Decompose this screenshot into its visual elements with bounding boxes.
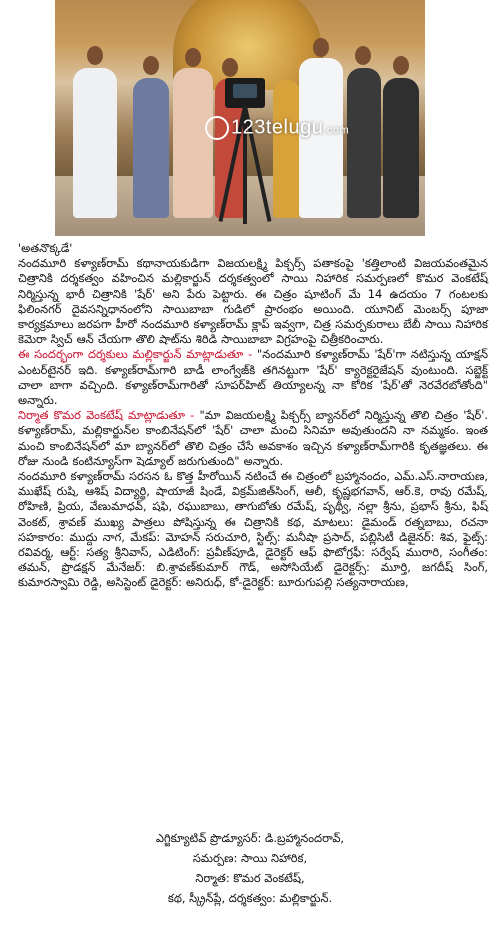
person xyxy=(273,80,301,218)
credit-line: ఎగ్జిక్యూటివ్ ప్రొడ్యూసర్: డి.బ్రహ్మానందరావ్, xyxy=(155,831,345,845)
credit-line: కథ, స్క్రీన్‌ప్లే, దర్శకత్వం: మల్లికార్జున్. xyxy=(167,891,333,905)
article-body xyxy=(18,241,488,591)
person xyxy=(347,68,381,218)
paragraph-intro: నందమూరి కళ్యాణ్‌రామ్ కథానాయకుడిగా విజయలక్ష్మి పిక్చర్స్ పతాకంపై 'కత్తిలాంటి విజయవంతమైన చిత్రానికి దర్శకత్వం వహించిన మల్లికార్జున్ దర్శకత్వంలో సాయి నిహారిక సమర్పణలో కొమర వెంకటేష్ నిర్మిస్తున్న భారీ చిత్రానికి 'షేర్' అని పేరు పెట్టారు. ఈ చిత్రం షూటింగ్ మే 14 ఉదయం 7 గంటలకు ఫిలింనగర్ దైవసన్నిధానంలోని సాయిబాబా గుడిలో ప్రారంభం అయింది. యూనిట్ మెంబర్స్ పూజా కార్యక్రమాలు జరపగా హీరో నందమూరి కళ్యాణ్‌రామ్ క్లాప్ ఇవ్వగా, చిత్ర సమర్పకురాలు బేబీ సాయి నిహారిక కెమెరా స్విచ్ ఆన్ చేయగా తొలి షాట్‌ను శిరిడి సాయిబాబా విగ్రహంపై చిత్రీకరించారు. xyxy=(18,256,488,347)
camera xyxy=(225,78,265,108)
person-head xyxy=(185,48,201,67)
director-lead: ఈ సందర్భంగా దర్శకులు మల్లికార్జున్ మాట్లాడుతూ - xyxy=(18,347,253,362)
credits xyxy=(0,828,500,908)
person xyxy=(383,78,419,218)
credit-line: నిర్మాత: కొమర వెంకటేష్, xyxy=(195,871,305,885)
person xyxy=(73,68,117,218)
paragraph-producer: నిర్మాత కొమర వెంకటేష్ మాట్లాడుతూ - "మా విజయలక్ష్మి పిక్చర్స్ బ్యానర్‌లో నిర్మిస్తున్న తొలి చిత్రం 'షేర్'. కళ్యాణ్‌రామ్, మల్లికార్జున్‌ల కాంబినేషన్‌లో 'షేర్' చాలా మంచి సినిమా అవుతుందని నా నమ్మకం. ఇంత మంచి కాంబినేషన్‌లో మా బ్యానర్‌లో తొలి చిత్రం చేసే అవకాశం ఇచ్చిన కళ్యాణ్‌రామ్‌గారికి కృతజ్ఞతలు. ఈ రోజు నుండి కంటిన్యూస్‌గా షెడ్యూల్ జరుగుతుంది" అన్నారు. xyxy=(18,408,488,468)
person-head xyxy=(355,46,371,65)
producer-lead: నిర్మాత కొమర వెంకటేష్ మాట్లాడుతూ - xyxy=(18,408,195,423)
person-head xyxy=(143,56,159,75)
person xyxy=(133,78,169,218)
person xyxy=(173,68,213,218)
paragraph-director: ఈ సందర్భంగా దర్శకులు మల్లికార్జున్ మాట్లాడుతూ - "నందమూరి కళ్యాణ్‌రామ్ 'షేర్'గా నటిస్తున్న యాక్షన్ ఎంటర్‌టైనర్ ఇది. కళ్యాణ్‌రామ్‌గారి బాడీ లాంగ్వేజ్‌కి తగినట్టుగా 'షేర్' క్యారెక్టరైజేషన్ వుంటుంది. సబ్జెక్ట్ చాలా బాగా వచ్చింది. కళ్యాణ్‌రామ్‌గారితో సూపర్‌హిట్ తియ్యాలన్న నా కోరిక 'షేర్'తో నెరవేరబోతోంది" అన్నారు. xyxy=(18,347,488,408)
paragraph-cast-crew: నందమూరి కళ్యాణ్‌రామ్ సరసన ఓ కొత్త హీరోయిన్ నటించే ఈ చిత్రంలో బ్రహ్మానందం, ఎమ్.ఎస్.నారాయణ, ముఖేష్ రుషి, ఆశిష్ విద్యార్థి, షాయాజీ షిండే, విక్రమ్‌జిత్‌సింగ్, ఆలీ, కృష్ణభగవాన్, ఆర్.కె, రావు రమేష్, రోహిణి, ప్రియ, వేణుమాధవ్, షఫి, రఘుబాబు, తాగుబోతు రమేష్, పృథ్వీ, నల్లా శ్రీను, ప్రభాస్ శ్రీను, ఫిష్ వెంకట్, శ్రావణ్ ముఖ్య పాత్రలు పోషిస్తున్న ఈ చిత్రానికి కథ, మాటలు: డైమండ్ రత్నబాబు, రచనా సహకారం: ముద్దు నాగ, మేకప్: మోహన్ సరుచూరి, స్టిల్స్: మనీషా ప్రసాద్, పబ్లిసిటీ డిజైనర్: శివ, ఫైట్స్: రవివర్మ, ఆర్ట్: సత్య శ్రీనివాస్, ఎడిటింగ్: ప్రవీణ్‌పూడి, డైరెక్టర్ ఆఫ్ ఫొటోగ్రఫీ: సర్వేష్ మురారి, సంగీతం: తమన్, ప్రొడక్షన్ మేనేజర్: బి.శ్రావణ్‌కుమార్ గౌడ్, అసోసియేట్ డైరెక్టర్స్: మూర్తి, జగదీష్ సింగ్, కుమారస్వామి రెడ్డి, అసిస్టెంట్ డైరెక్టర్: అనిరుధ్, కో-డైరెక్టర్: బూరుగుపల్లి సత్యనారాయణ, xyxy=(18,469,488,590)
article-heading: 'అతనొక్కడే' xyxy=(18,241,73,255)
watermark-logo: 123telugu.com xyxy=(205,116,349,140)
person-head xyxy=(222,58,238,77)
watermark-icon xyxy=(205,116,229,140)
credit-line: సమర్పణ: సాయి నిహారిక, xyxy=(192,851,308,865)
person-head xyxy=(87,46,103,65)
person-head xyxy=(393,56,409,75)
person-head xyxy=(313,38,329,57)
event-photo xyxy=(55,0,425,236)
